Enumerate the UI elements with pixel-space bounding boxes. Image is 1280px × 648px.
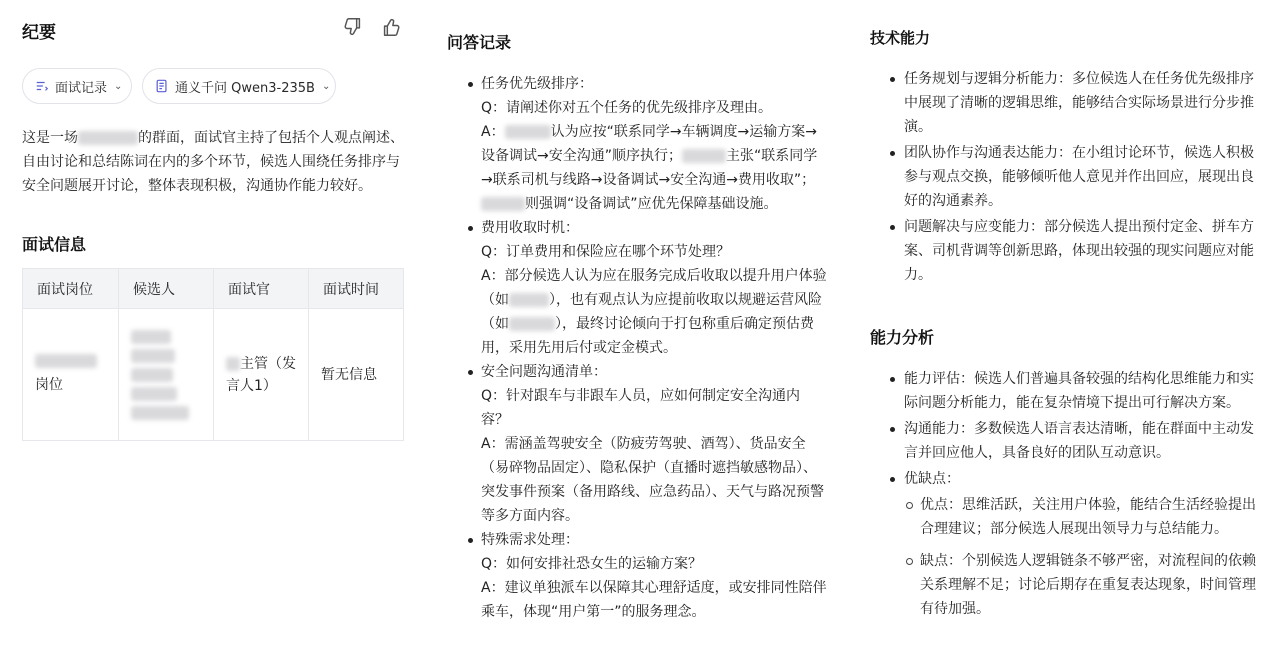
chip-row — [22, 68, 404, 108]
skill-text: ：部分候选人提出预付定金、拼车方案、司机背调等创新思路，体现出较强的现实问题应对能力。 — [904, 219, 1254, 283]
skill-label: 团队协作与沟通表达能力 — [904, 145, 1058, 161]
qa-topic: 任务优先级排序： — [481, 76, 593, 92]
summary-text-start: 这是一场 — [22, 130, 78, 146]
redacted-text — [35, 354, 97, 368]
summary-text-rest: 的群面，面试官主持了包括个人观点阐述、自由讨论和总结陈词在内的多个环节，候选人围绕任务排序与安全问题展开讨论，整体表现积极，沟通协作能力较好。 — [22, 130, 404, 194]
list-item — [870, 467, 1258, 621]
qa-answer: A：建议单独派车以保障其心理舒适度，或安排同性陪伴乘车，体现“用户第一”的服务理念。 — [481, 580, 827, 620]
interview-record-dropdown[interactable] — [22, 68, 132, 104]
interviewer-name: 主管（发言人1） — [226, 355, 296, 394]
qa-topic: 费用收取时机： — [481, 220, 579, 236]
qa-question: Q：如何安排社恐女生的运输方案？ — [481, 556, 703, 572]
interview-info-table — [22, 268, 404, 441]
analysis-title: 能力分析 — [870, 328, 935, 347]
list-item: 能力评估：候选人们普遍具备较强的结构化思维能力和实际问题分析能力，能在复杂情境下提出可行解决方案。 — [870, 367, 1258, 415]
redacted-text — [78, 131, 138, 145]
skills-list — [870, 67, 1258, 287]
list-item — [870, 141, 1258, 213]
thumbs-down-icon[interactable] — [342, 16, 364, 38]
skill-text: ：多位候选人在任务优先级排序中展现了清晰的逻辑思维，能够结合实际场景进行分步推演。 — [904, 71, 1254, 135]
cell-time: 暂无信息 — [309, 309, 404, 441]
chevron-down-icon: ⌄ — [321, 80, 331, 92]
redacted-text — [481, 197, 525, 211]
interview-info-title: 面试信息 — [22, 235, 87, 254]
cell-interviewer — [214, 309, 309, 441]
analysis-list — [870, 367, 1258, 621]
list-icon — [35, 79, 49, 93]
header-candidate: 候选人 — [119, 269, 214, 309]
qa-answer: A： 认为应按“联系同学→车辆调度→运输方案→设备调试→安全沟通”顺序执行； 主张“联系同学→联系司机与线路→设备调试→安全沟通→费用收取”；则强调“设备调试”应优先保障基础设施。 — [481, 124, 818, 212]
qa-answer: A：需涵盖驾驶安全（防疲劳驾驶、酒驾）、货品安全（易碎物品固定）、隐私保护（直播时遮挡敏感物品）、突发事件预案（备用路线、应急药品）、天气与路况预警等多方面内容。 — [481, 436, 824, 524]
list-item: 沟通能力：多数候选人语言表达清晰，能在群面中主动发言并回应他人，具备良好的团队互动意识。 — [870, 417, 1258, 465]
pros-cons-label: 优缺点： — [904, 471, 960, 487]
table-header-row — [23, 269, 404, 309]
document-icon — [155, 79, 169, 93]
qa-topic: 安全问题沟通清单： — [481, 364, 607, 380]
qa-question: Q：针对跟车与非跟车人员，应如何制定安全沟通内容？ — [481, 388, 801, 428]
skill-label: 任务规划与逻辑分析能力 — [904, 71, 1058, 87]
cell-candidates — [119, 309, 214, 441]
header-interviewer: 面试官 — [214, 269, 309, 309]
skills-panel — [870, 0, 1258, 629]
summary-title: 纪要 — [22, 23, 56, 43]
skill-label: 问题解决与应变能力 — [904, 219, 1030, 235]
list-item — [447, 528, 827, 624]
skills-title: 技术能力 — [870, 29, 931, 47]
list-item — [447, 72, 827, 216]
summary-header — [22, 0, 404, 60]
qa-topic: 特殊需求处理： — [481, 532, 579, 548]
cell-position — [23, 309, 119, 441]
list-item-pros: 优点：思维活跃，关注用户体验，能结合生活经验提出合理建议；部分候选人展现出领导力与总结能力。 — [904, 493, 1258, 541]
chevron-down-icon: ⌄ — [114, 80, 123, 92]
redacted-text — [682, 149, 726, 163]
qa-list — [447, 72, 827, 624]
list-item — [870, 67, 1258, 139]
redacted-text — [509, 317, 555, 331]
header-time: 面试时间 — [309, 269, 404, 309]
position-suffix: 岗位 — [35, 376, 63, 393]
qa-answer: A：部分候选人认为应在服务完成后收取以提升用户体验（如 ），也有观点认为应提前收取以规避运营风险（如 ），最终讨论倾向于打包称重后确定预估费用，采用先用后付或定金模式。 — [481, 268, 827, 356]
list-item — [870, 215, 1258, 287]
list-item — [447, 360, 827, 528]
redacted-text — [226, 357, 240, 371]
qa-panel — [447, 0, 827, 624]
summary-text — [22, 126, 404, 198]
model-select-label: 通义千问 Qwen3-235B — [175, 80, 315, 96]
candidate-names-redacted — [131, 330, 201, 420]
header-position: 面试岗位 — [23, 269, 119, 309]
table-row — [23, 309, 404, 441]
list-item-cons: 缺点：个别候选人逻辑链条不够严密，对流程间的依赖关系理解不足；讨论后期存在重复表达现象，时间管理有待加强。 — [904, 549, 1258, 621]
redacted-text — [505, 125, 551, 139]
qa-title: 问答记录 — [447, 33, 512, 52]
list-item — [447, 216, 827, 360]
qa-question: Q：请阐述你对五个任务的优先级排序及理由。 — [481, 100, 773, 116]
qa-question: Q：订单费用和保险应在哪个环节处理？ — [481, 244, 731, 260]
model-select-dropdown[interactable] — [142, 68, 336, 104]
interview-record-label: 面试记录 — [55, 80, 108, 96]
thumbs-up-icon[interactable] — [380, 16, 402, 38]
summary-panel — [22, 0, 404, 441]
redacted-text — [509, 293, 549, 307]
pros-cons-list — [904, 493, 1258, 621]
skill-text: ：在小组讨论环节，候选人积极参与观点交换，能够倾听他人意见并作出回应，展现出良好的沟通素养。 — [904, 145, 1254, 209]
